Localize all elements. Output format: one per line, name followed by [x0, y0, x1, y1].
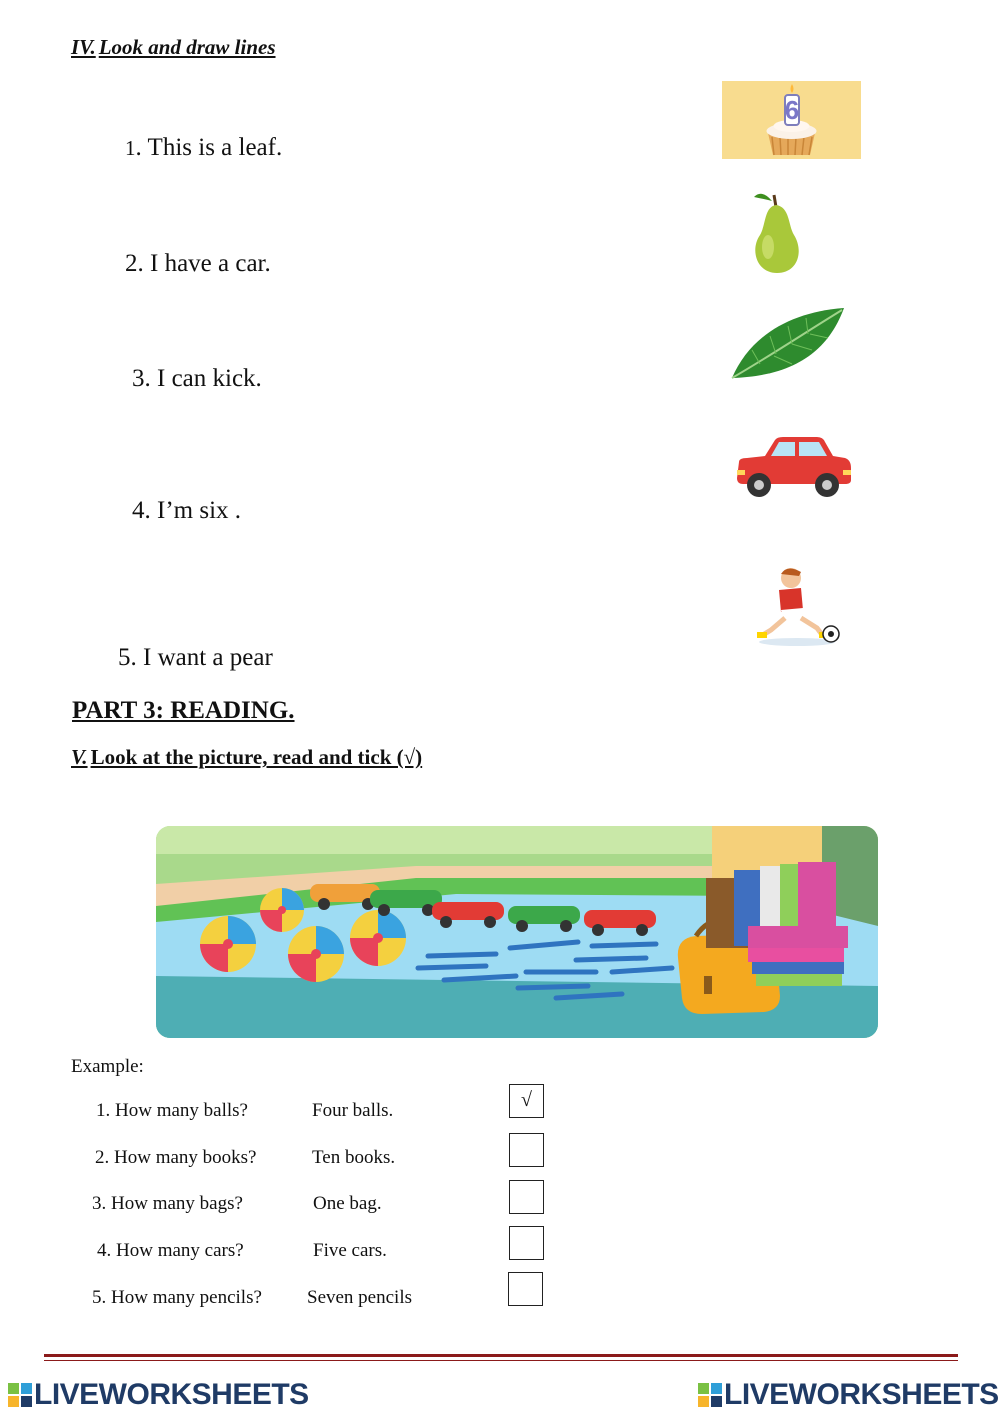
section-5-heading	[71, 745, 422, 770]
logo-text: LIVEWORKSHEETS	[34, 1378, 309, 1411]
question-2: 2. How many books?	[95, 1147, 257, 1168]
sentence-3	[132, 365, 262, 393]
sentence-text: . This is a leaf.	[135, 134, 283, 161]
car-picture[interactable]	[735, 434, 853, 500]
cupcake-picture[interactable]	[722, 81, 861, 159]
sentence-number: 4	[132, 497, 145, 524]
liveworksheets-logo-right[interactable]	[698, 1378, 999, 1412]
tick-box-2[interactable]	[509, 1133, 544, 1167]
question-3: 3. How many bags?	[92, 1193, 243, 1214]
tick-box-3[interactable]	[509, 1180, 544, 1214]
sentence-number: 2	[125, 250, 138, 277]
boy-kicking-picture[interactable]	[757, 566, 841, 648]
logo-blocks-icon	[8, 1383, 32, 1407]
leaf-picture[interactable]	[730, 306, 846, 382]
answer-4: Five cars.	[313, 1240, 387, 1261]
tick-box-4[interactable]	[509, 1226, 544, 1260]
section-5-number: V.	[71, 745, 88, 769]
footer-rule-thin	[44, 1360, 958, 1361]
sentence-text: . I want a pear	[130, 644, 273, 671]
sentence-number: 1	[125, 136, 136, 160]
section-4-number: IV.	[71, 35, 96, 59]
tick-box-5[interactable]	[508, 1272, 543, 1306]
answer-1: Four balls.	[312, 1100, 394, 1121]
answer-5: Seven pencils	[307, 1287, 413, 1308]
liveworksheets-logo-left[interactable]	[8, 1378, 309, 1412]
footer-rule	[44, 1354, 958, 1357]
section-4-heading	[71, 35, 276, 60]
sentence-2	[125, 250, 271, 278]
pear-picture[interactable]	[746, 185, 808, 275]
section-5-title: Look at the picture, read and tick (√)	[90, 745, 423, 769]
question-5: 5. How many pencils?	[92, 1287, 262, 1308]
sentence-4	[132, 497, 241, 525]
question-4: 4. How many cars?	[97, 1240, 244, 1261]
example-label: Example:	[71, 1056, 144, 1077]
question-1: 1. How many balls?	[96, 1100, 248, 1121]
section-4-title: Look and draw lines	[98, 35, 276, 59]
sentence-text: . I can kick.	[144, 365, 262, 392]
tick-box-1[interactable]: √	[509, 1084, 544, 1118]
sentence-number: 5	[118, 644, 131, 671]
sentence-1	[125, 134, 282, 162]
sentence-text: . I have a car.	[137, 250, 271, 277]
logo-blocks-icon	[698, 1383, 722, 1407]
answer-2: Ten books.	[312, 1147, 396, 1168]
answer-3: One bag.	[313, 1193, 382, 1214]
room-picture[interactable]	[156, 826, 878, 1038]
svg-text:6: 6	[784, 95, 800, 125]
sentence-text: . I’m six .	[144, 497, 242, 524]
sentence-5	[118, 644, 273, 672]
sentence-number: 3	[132, 365, 145, 392]
logo-text: LIVEWORKSHEETS	[724, 1378, 999, 1411]
part-3-title: PART 3: READING.	[72, 697, 295, 724]
